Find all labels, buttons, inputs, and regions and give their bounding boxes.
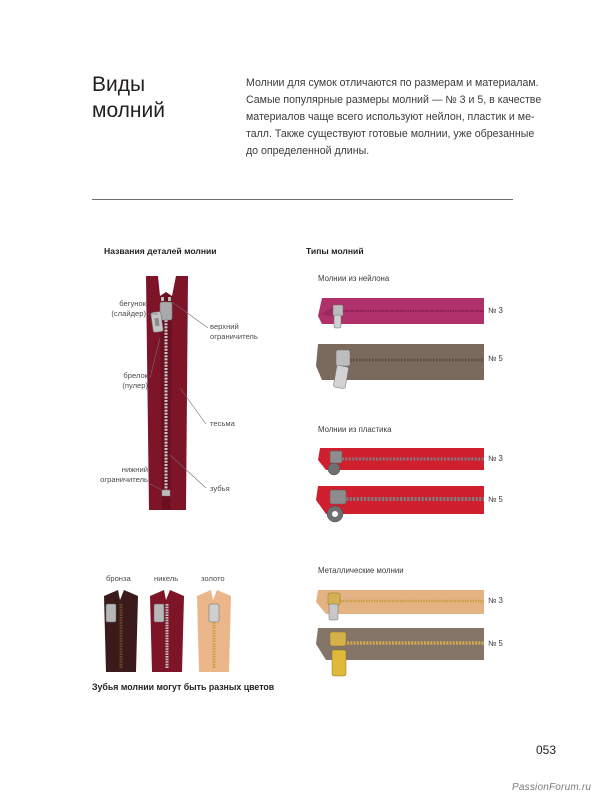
size-label: № 5 bbox=[488, 639, 503, 648]
metal-label-gold: золото bbox=[201, 574, 225, 583]
intro-line: до определенной длины. bbox=[246, 145, 370, 157]
title-line-2: молний bbox=[92, 99, 165, 122]
metal-label-bronze: бронза bbox=[106, 574, 131, 583]
type-group-title: Металлические молнии bbox=[318, 566, 404, 575]
label-slider: бегунок (слайдер) bbox=[111, 299, 146, 318]
label-tape: тесьма bbox=[210, 419, 235, 428]
types-heading: Типы молний bbox=[306, 246, 364, 256]
label-teeth: зубья bbox=[210, 484, 230, 493]
gold-zipper bbox=[197, 590, 231, 672]
metal-label-nickel: никель bbox=[154, 574, 179, 583]
label-puller: брелок (пулер) bbox=[122, 371, 148, 390]
size-label: № 3 bbox=[488, 306, 503, 315]
page-number: 053 bbox=[536, 743, 557, 757]
intro-line: талл. Также существуют готовые молнии, уже обрезанные bbox=[246, 128, 535, 140]
parts-heading: Названия деталей молнии bbox=[104, 246, 217, 256]
intro-line: Молнии для сумок отличаются по размерам и материалам. bbox=[246, 77, 539, 89]
label-bottom-stop: нижний ограничитель bbox=[100, 465, 148, 484]
size-label: № 3 bbox=[488, 454, 503, 463]
metal-colors-caption: Зубья молнии могут быть разных цветов bbox=[92, 682, 275, 692]
type-group-title: Молнии из нейлона bbox=[318, 274, 390, 283]
bronze-zipper bbox=[104, 590, 138, 672]
size-label: № 3 bbox=[488, 596, 503, 605]
label-top-stop: верхний ограничитель bbox=[210, 322, 258, 341]
footer-watermark: PassionForum.ru bbox=[512, 782, 592, 793]
nickel-zipper bbox=[150, 590, 184, 672]
size-label: № 5 bbox=[488, 354, 503, 363]
title-line-1: Виды bbox=[92, 73, 146, 96]
intro-line: Самые популярные размеры молний — № 3 и 5, в качестве bbox=[246, 94, 542, 106]
intro-line: материалов чаще всего используют нейлон, пластик и ме- bbox=[246, 111, 535, 123]
size-label: № 5 bbox=[488, 495, 503, 504]
type-group-title: Молнии из пластика bbox=[318, 425, 392, 434]
